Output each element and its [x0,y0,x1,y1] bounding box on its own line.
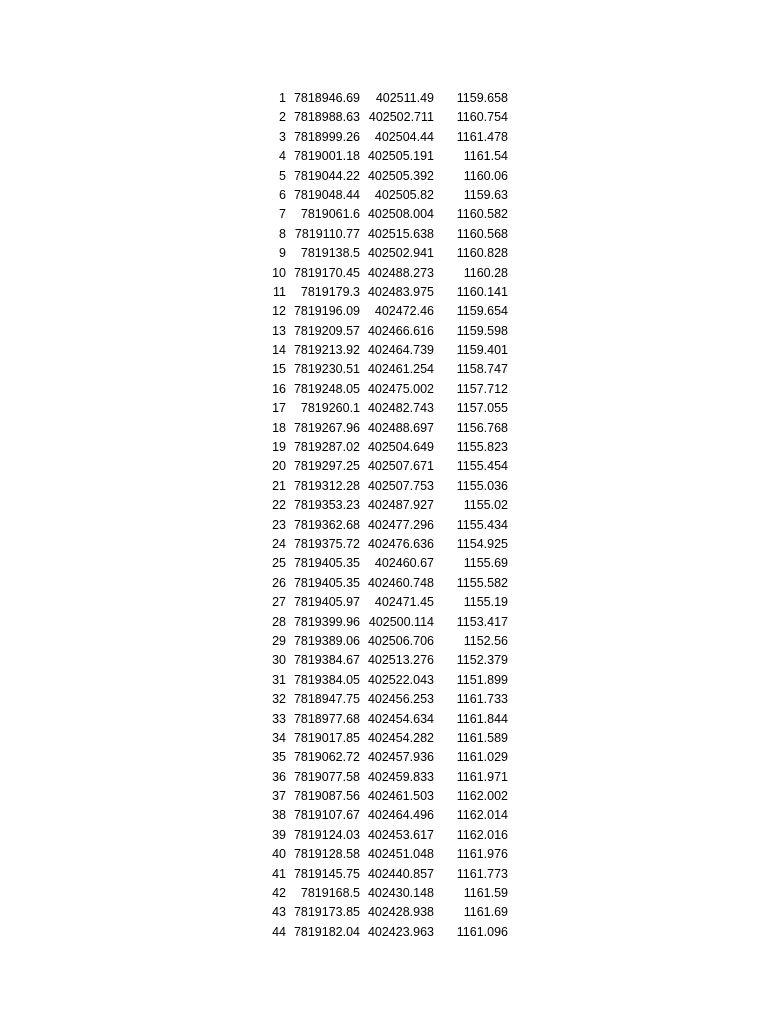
table-row [0,128,768,147]
value-cell-1: 7819399.96 [293,614,360,629]
value-cell-2: 402459.833 [367,769,434,784]
row-number-cell: 12 [272,304,286,319]
value-cell-2: 402482.743 [367,401,434,416]
table-row [0,205,768,224]
value-cell-1: 7818999.26 [293,129,360,144]
value-cell-2: 402466.616 [367,323,434,338]
value-cell-2: 402461.254 [367,362,434,377]
table-row [0,108,768,127]
row-number-cell: 19 [272,440,286,455]
value-cell-1: 7819124.03 [293,827,360,842]
value-cell-2: 402440.857 [367,866,434,881]
row-number-cell: 8 [279,226,286,241]
value-cell-2: 402460.67 [374,556,434,571]
table-row [0,477,768,496]
row-number-cell: 28 [272,614,286,629]
value-cell-1: 7819196.09 [293,304,360,319]
table-row [0,554,768,573]
row-number-cell: 37 [272,789,286,804]
value-cell-1: 7819179.3 [300,284,360,299]
row-number-cell: 20 [272,459,286,474]
row-number-cell: 11 [273,284,286,299]
value-cell-1: 7819138.5 [300,246,360,261]
value-cell-3: 1160.828 [456,246,508,261]
value-cell-2: 402477.296 [367,517,434,532]
value-cell-1: 7819182.04 [293,924,360,939]
value-cell-3: 1161.844 [456,711,508,726]
table-row [0,923,768,942]
value-cell-2: 402460.748 [367,575,434,590]
value-cell-2: 402507.753 [367,478,434,493]
value-cell-2: 402464.739 [367,343,434,358]
table-row [0,593,768,612]
table-row [0,322,768,341]
value-cell-1: 7819312.28 [293,478,360,493]
value-cell-3: 1153.417 [456,614,508,629]
value-cell-3: 1161.69 [463,905,508,920]
table-row [0,457,768,476]
value-cell-3: 1161.971 [456,769,508,784]
value-cell-2: 402457.936 [367,750,434,765]
value-cell-2: 402472.46 [374,304,434,319]
value-cell-1: 7819384.05 [293,672,360,687]
table-row [0,787,768,806]
value-cell-2: 402513.276 [367,653,434,668]
value-cell-1: 7818988.63 [293,110,360,125]
value-cell-2: 402505.82 [374,187,434,202]
table-row [0,671,768,690]
row-number-cell: 26 [272,575,286,590]
row-number-cell: 9 [279,246,286,261]
table-row [0,845,768,864]
value-cell-1: 7819405.97 [293,595,360,610]
table-row [0,360,768,379]
value-cell-1: 7819287.02 [293,440,360,455]
value-cell-3: 1161.976 [456,847,508,862]
row-number-cell: 30 [272,653,286,668]
value-cell-2: 402451.048 [367,847,434,862]
row-number-cell: 36 [272,769,286,784]
value-cell-1: 7819405.35 [293,575,360,590]
row-number-cell: 32 [272,692,286,707]
value-cell-3: 1155.454 [456,459,508,474]
row-number-cell: 2 [279,110,286,125]
row-number-cell: 31 [272,672,286,687]
value-cell-2: 402476.636 [367,536,434,551]
value-cell-3: 1155.434 [456,517,508,532]
table-row [0,380,768,399]
value-cell-3: 1159.63 [463,187,508,202]
row-number-cell: 33 [272,711,286,726]
value-cell-2: 402464.496 [367,808,434,823]
row-number-cell: 17 [272,401,286,416]
row-number-cell: 3 [279,129,286,144]
table-row [0,186,768,205]
row-number-cell: 40 [272,847,286,862]
row-number-cell: 25 [272,556,286,571]
value-cell-3: 1158.747 [456,362,508,377]
value-cell-1: 7819170.45 [293,265,360,280]
value-cell-2: 402456.253 [367,692,434,707]
value-cell-1: 7819017.85 [293,730,360,745]
row-number-cell: 41 [272,866,286,881]
table-row [0,302,768,321]
value-cell-3: 1161.59 [463,886,508,901]
table-row [0,748,768,767]
row-number-cell: 6 [279,187,286,202]
value-cell-2: 402475.002 [367,381,434,396]
value-cell-3: 1155.823 [456,440,508,455]
value-cell-2: 402508.004 [367,207,434,222]
table-row [0,884,768,903]
row-number-cell: 27 [272,595,286,610]
value-cell-3: 1159.654 [456,304,508,319]
value-cell-1: 7819087.56 [293,789,360,804]
row-number-cell: 13 [272,323,286,338]
value-cell-3: 1156.768 [456,420,508,435]
value-cell-2: 402515.638 [367,226,434,241]
table-row [0,729,768,748]
table-row [0,710,768,729]
table-row [0,574,768,593]
table-row [0,806,768,825]
value-cell-2: 402430.148 [367,886,434,901]
value-cell-3: 1160.06 [463,168,508,183]
value-cell-3: 1157.712 [456,381,508,396]
value-cell-3: 1161.773 [456,866,508,881]
value-cell-3: 1152.56 [463,633,508,648]
value-cell-2: 402522.043 [367,672,434,687]
value-cell-1: 7819128.58 [293,847,360,862]
table-row [0,516,768,535]
value-cell-3: 1155.19 [463,595,508,610]
value-cell-2: 402454.282 [367,730,434,745]
table-row [0,264,768,283]
table-row [0,651,768,670]
row-number-cell: 18 [272,420,286,435]
row-number-cell: 34 [272,730,286,745]
table-row [0,535,768,554]
value-cell-2: 402423.963 [367,924,434,939]
value-cell-3: 1155.69 [463,556,508,571]
value-cell-3: 1159.598 [456,323,508,338]
table-row [0,167,768,186]
row-number-cell: 15 [272,362,286,377]
row-number-cell: 44 [272,924,286,939]
value-cell-3: 1160.141 [456,284,508,299]
row-number-cell: 39 [272,827,286,842]
row-number-cell: 35 [272,750,286,765]
value-cell-2: 402483.975 [367,284,434,299]
value-cell-1: 7819260.1 [300,401,360,416]
value-cell-1: 7819061.6 [300,207,360,222]
value-cell-2: 402506.706 [367,633,434,648]
value-cell-2: 402511.49 [375,91,434,105]
table-row [0,690,768,709]
value-cell-2: 402454.634 [367,711,434,726]
value-cell-1: 7819362.68 [293,517,360,532]
value-cell-2: 402505.191 [367,149,434,164]
row-number-cell: 16 [272,381,286,396]
value-cell-2: 402488.273 [367,265,434,280]
value-cell-3: 1157.055 [456,401,508,416]
value-cell-3: 1159.658 [456,91,508,105]
table-row [0,147,768,166]
row-number-cell: 22 [272,498,286,513]
row-number-cell: 7 [279,207,286,222]
value-cell-3: 1161.478 [456,129,508,144]
value-cell-1: 7819001.18 [293,149,360,164]
row-number-cell: 10 [272,265,286,280]
table-row [0,632,768,651]
value-cell-3: 1155.582 [456,575,508,590]
value-cell-2: 402471.45 [374,595,434,610]
row-number-cell: 38 [272,808,286,823]
value-cell-3: 1151.899 [456,672,508,687]
value-cell-1: 7819173.85 [293,905,360,920]
value-cell-1: 7819213.92 [293,343,360,358]
value-cell-2: 402488.697 [367,420,434,435]
row-number-cell: 14 [272,343,286,358]
value-cell-3: 1161.029 [456,750,508,765]
value-cell-3: 1154.925 [456,536,508,551]
value-cell-1: 7819384.67 [293,653,360,668]
table-row [0,283,768,302]
value-cell-3: 1162.016 [456,827,508,842]
table-row [0,613,768,632]
value-cell-3: 1155.036 [456,478,508,493]
value-cell-3: 1160.754 [456,110,508,125]
value-cell-2: 402453.617 [367,827,434,842]
value-cell-2: 402500.114 [368,614,434,629]
value-cell-2: 402505.392 [367,168,434,183]
value-cell-1: 7818947.75 [293,692,360,707]
value-cell-3: 1160.568 [456,226,508,241]
value-cell-1: 7819044.22 [293,168,360,183]
value-cell-3: 1161.733 [456,692,508,707]
value-cell-2: 402461.503 [367,789,434,804]
table-row [0,225,768,244]
data-table [0,89,768,942]
row-number-cell: 4 [279,149,286,164]
value-cell-1: 7819209.57 [293,323,360,338]
value-cell-1: 7819405.35 [293,556,360,571]
table-row [0,496,768,515]
value-cell-1: 7819267.96 [293,420,360,435]
value-cell-2: 402502.941 [367,246,434,261]
value-cell-1: 7819230.51 [293,362,360,377]
value-cell-1: 7819297.25 [293,459,360,474]
value-cell-3: 1160.582 [456,207,508,222]
value-cell-1: 7819048.44 [293,187,360,202]
table-row [0,244,768,263]
value-cell-2: 402428.938 [367,905,434,920]
value-cell-1: 7819248.05 [293,381,360,396]
value-cell-2: 402487.927 [367,498,434,513]
table-row [0,89,768,108]
value-cell-1: 7819168.5 [300,886,360,901]
value-cell-3: 1160.28 [463,265,508,280]
row-number-cell: 5 [279,168,286,183]
value-cell-3: 1162.002 [456,789,508,804]
row-number-cell: 23 [272,517,286,532]
row-number-cell: 21 [272,478,286,493]
value-cell-3: 1159.401 [456,343,508,358]
value-cell-1: 7819110.77 [294,226,360,241]
table-row [0,903,768,922]
value-cell-1: 7819353.23 [293,498,360,513]
table-row [0,419,768,438]
value-cell-3: 1161.54 [463,149,508,164]
table-row [0,399,768,418]
value-cell-2: 402502.711 [368,110,434,125]
value-cell-3: 1162.014 [456,808,508,823]
value-cell-1: 7819389.06 [293,633,360,648]
value-cell-2: 402507.671 [367,459,434,474]
value-cell-1: 7819077.58 [293,769,360,784]
row-number-cell: 29 [272,633,286,648]
value-cell-3: 1161.096 [456,924,508,939]
row-number-cell: 43 [272,905,286,920]
value-cell-1: 7819062.72 [293,750,360,765]
row-number-cell: 24 [272,536,286,551]
table-row [0,341,768,360]
value-cell-3: 1152.379 [456,653,508,668]
table-row [0,768,768,787]
value-cell-2: 402504.649 [367,440,434,455]
value-cell-1: 7818946.69 [293,91,360,105]
table-row [0,826,768,845]
value-cell-1: 7819375.72 [293,536,360,551]
value-cell-1: 7819145.75 [293,866,360,881]
table-row [0,438,768,457]
table-row [0,865,768,884]
value-cell-3: 1161.589 [456,730,508,745]
value-cell-1: 7818977.68 [293,711,360,726]
row-number-cell: 1 [279,91,286,105]
value-cell-1: 7819107.67 [293,808,360,823]
row-number-cell: 42 [272,886,286,901]
value-cell-2: 402504.44 [374,129,434,144]
value-cell-3: 1155.02 [463,498,508,513]
